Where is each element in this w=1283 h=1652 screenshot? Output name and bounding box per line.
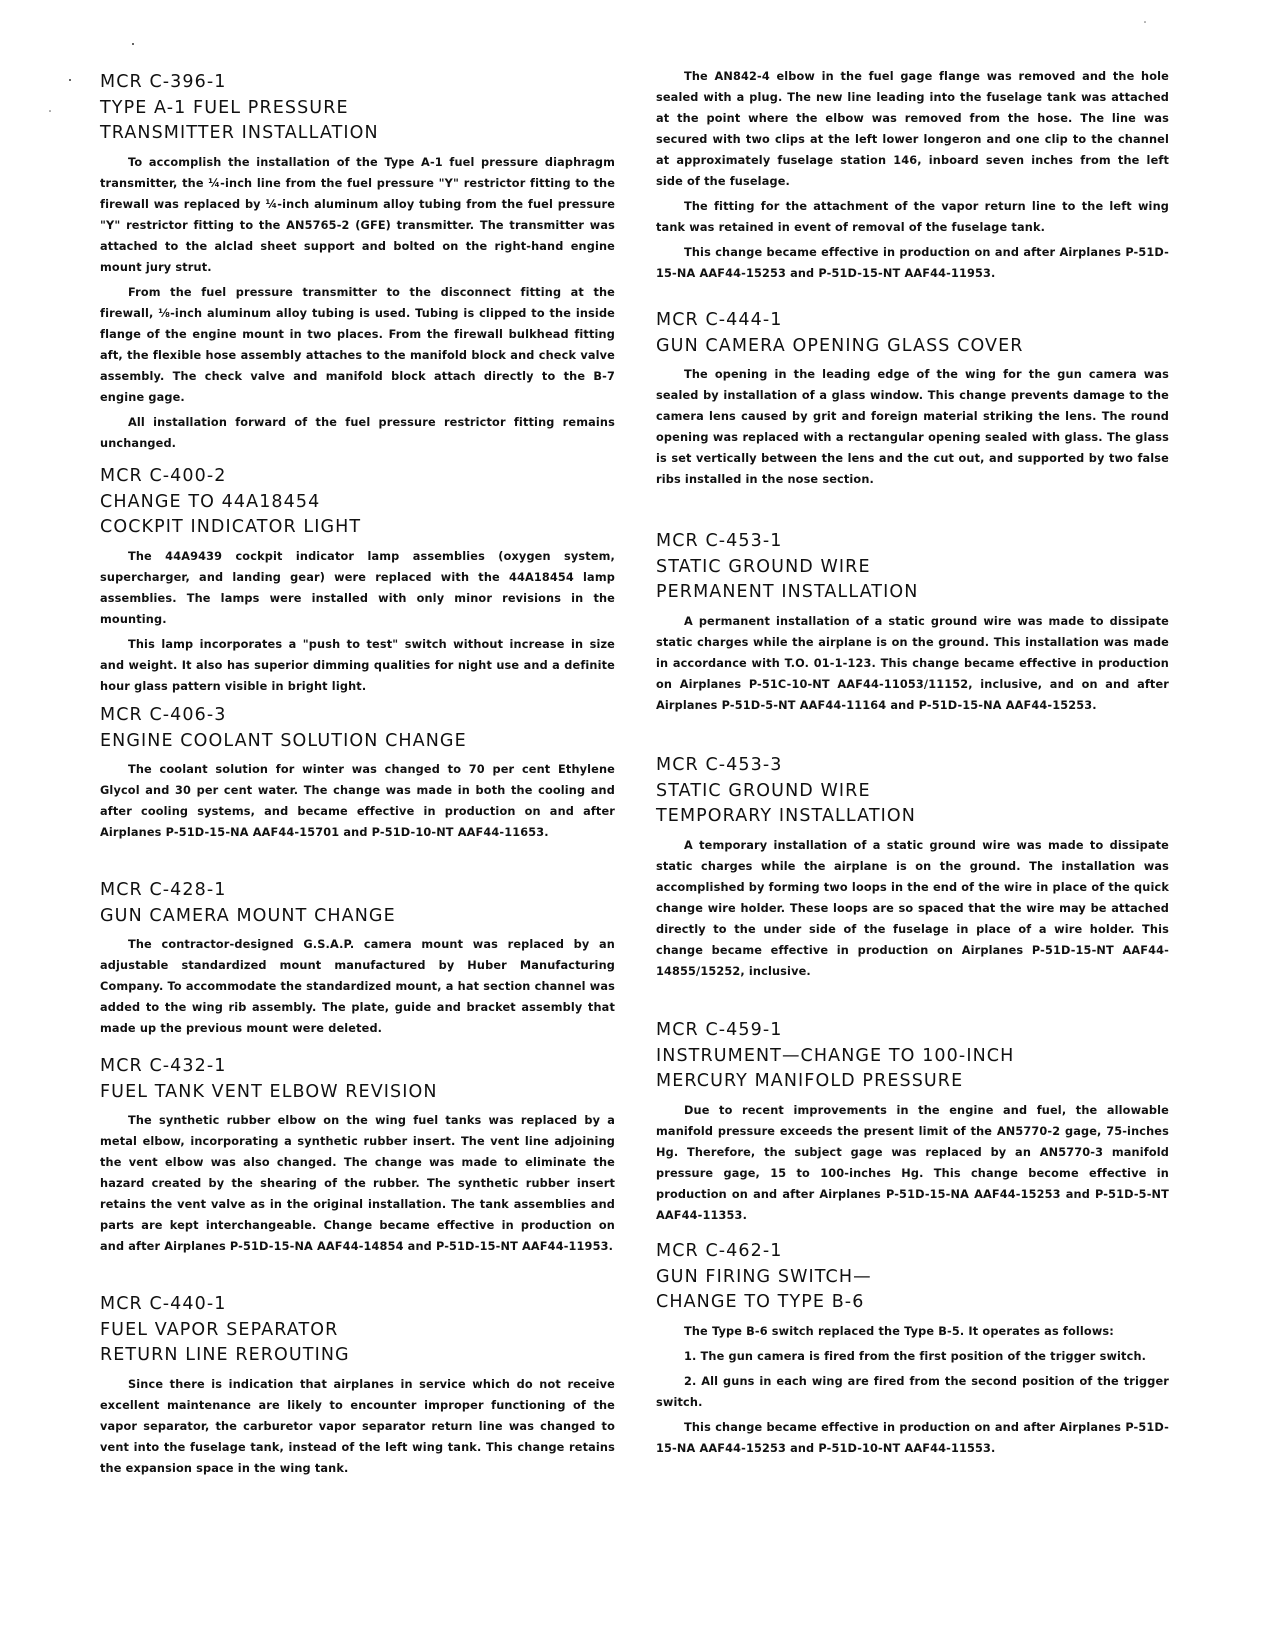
paragraph: The Type B-6 switch replaced the Type B-5. It operates as follows:: [684, 1324, 1114, 1338]
heading-line: STATIC GROUND WIRE: [656, 556, 871, 577]
paragraph: From the fuel pressure transmitter to the disconnect fitting at the firewall, ⅛-inch aluminum alloy tubing is used. Tubing is clipped to the inside flange of the engine mount in two places. From the firewall bulkhead fitting aft, the flexible hose assembly attaches to the manifold block and check valve assembly. The check valve and manifold block attach directly to the B-7 engine gage.: [100, 285, 615, 404]
section-heading: [100, 878, 615, 929]
heading-line: MCR C-428-1: [100, 880, 227, 900]
heading-line: CHANGE TO 44A18454: [100, 491, 321, 512]
section-mcr-c-453-1: [656, 529, 1169, 716]
heading-line: FUEL VAPOR SEPARATOR: [100, 1319, 339, 1340]
section-heading: [100, 70, 615, 147]
section-heading: [100, 1292, 615, 1369]
paragraph: The synthetic rubber elbow on the wing fuel tanks was replaced by a metal elbow, incorporating a synthetic rubber insert. The vent line adjoining the vent elbow was also changed. The change was made to eliminate the hazard created by the shearing of the rubber. The synthetic rubber insert retains the vent valve as in the original installation. The tank assemblies and parts are kept interchangeable. Change became effective in production on and after Airplanes P-51D-15-NA AAF44-14854 and P-51D-15-NT AAF44-11953.: [100, 1114, 615, 1253]
section-heading: [656, 529, 1169, 606]
heading-line: MCR C-453-3: [656, 755, 783, 775]
section-heading: [656, 1018, 1169, 1095]
paragraph: The opening in the leading edge of the wing for the gun camera was sealed by installation of a glass window. This change prevents damage to the camera lens caused by grit and foreign material striking the lens. The round opening was replaced with a rectangular opening sealed with glass. The glass is set vertically between the lens and the cut out, and supported by two false ribs installed in the nose section.: [656, 368, 1169, 486]
section-mcr-c-440-1-continued: [656, 66, 1169, 284]
heading-line: MCR C-440-1: [100, 1294, 227, 1314]
paragraph: This lamp incorporates a "push to test" switch without increase in size and weight. It also has superior dimming qualities for night use and a definite hour glass pattern visible in bright light.: [100, 637, 615, 693]
heading-line: MCR C-462-1: [656, 1241, 783, 1261]
heading-line: MCR C-444-1: [656, 310, 783, 330]
heading-line: GUN CAMERA MOUNT CHANGE: [100, 905, 396, 926]
paragraph: The fitting for the attachment of the vapor return line to the left wing tank was retained in event of removal of the fuselage tank.: [656, 200, 1169, 234]
paragraph: To accomplish the installation of the Type A-1 fuel pressure diaphragm transmitter, the ¼-inch line from the fuel pressure "Y" restrictor fitting to the firewall was replaced by ¼-inch aluminum alloy tubing from the fuel pressure "Y" restrictor fitting to the AN5765-2 (GFE) transmitter. The transmitter was attached to the alclad sheet support and bolted on the right-hand engine mount jury strut.: [100, 155, 615, 274]
heading-line: FUEL TANK VENT ELBOW REVISION: [100, 1081, 438, 1102]
heading-line: TRANSMITTER INSTALLATION: [100, 123, 379, 143]
section-heading: [100, 1054, 615, 1105]
heading-line: MCR C-453-1: [656, 531, 783, 551]
section-heading: [100, 464, 615, 541]
heading-line: PERMANENT INSTALLATION: [656, 582, 919, 602]
section-heading: [656, 1239, 1169, 1316]
heading-line: CHANGE TO TYPE B-6: [656, 1292, 865, 1312]
heading-line: MCR C-396-1: [100, 72, 227, 92]
section-mcr-c-400-2: [100, 464, 615, 697]
heading-line: MCR C-432-1: [100, 1056, 227, 1076]
section-mcr-c-406-3: [100, 703, 615, 843]
section-mcr-c-462-1: [656, 1239, 1169, 1459]
paragraph: Due to recent improvements in the engine and fuel, the allowable manifold pressure exceeds the present limit of the AN5770-2 gage, 75-inches Hg. Therefore, the subject gage was replaced by an AN5770-3 manifold pressure gage, 15 to 100-inches Hg. This change become effective in production on and after Airplanes P-51D-15-NA AAF44-15253 and P-51D-5-NT AAF44-11353.: [656, 1103, 1169, 1222]
paragraph: The AN842-4 elbow in the fuel gage flange was removed and the hole sealed with a plug. The new line leading into the fuselage tank was attached at the point where the elbow was removed from the hose. The line was secured with two clips at the left lower longeron and one clip to the channel at approximately fuselage station 146, inboard seven inches from the left side of the fuselage.: [656, 70, 1169, 188]
section-heading: [656, 308, 1169, 359]
heading-line: MCR C-400-2: [100, 466, 227, 486]
list-item: 1. The gun camera is fired from the first position of the trigger switch.: [684, 1349, 1147, 1363]
section-mcr-c-459-1: [656, 1018, 1169, 1226]
paragraph: This change became effective in production on and after Airplanes P-51D-15-NA AAF44-15253 and P-51D-15-NT AAF44-11953.: [656, 246, 1169, 280]
paragraph: This change became effective in production on and after Airplanes P-51D-15-NA AAF44-15253 and P-51D-10-NT AAF44-11553.: [656, 1420, 1169, 1455]
heading-line: ENGINE COOLANT SOLUTION CHANGE: [100, 730, 467, 751]
paragraph: A temporary installation of a static ground wire was made to dissipate static charges while the airplane is on the ground. The installation was accomplished by forming two loops in the end of the wire in place of the quick change wire holder. These loops are so spaced that the wire may be attached directly to the under side of the fuselage in place of a wire holder. This change became effective in production on Airplanes P-51D-15-NT AAF44-14855/15252, inclusive.: [656, 838, 1169, 978]
section-mcr-c-432-1: [100, 1054, 615, 1257]
heading-line: INSTRUMENT—CHANGE TO 100-INCH: [656, 1045, 1015, 1066]
paragraph: Since there is indication that airplanes in service which do not receive excellent maintenance are likely to encounter improper functioning of the vapor separator, the carburetor vapor separator return line was changed to vent into the fuselage tank, instead of the left wing tank. This change retains the expansion space in the wing tank.: [100, 1377, 615, 1475]
section-heading: [100, 703, 615, 754]
list-item: 2. All guns in each wing are fired from the second position of the trigger switch.: [656, 1374, 1169, 1409]
heading-line: MCR C-406-3: [100, 705, 227, 725]
heading-line: COCKPIT INDICATOR LIGHT: [100, 517, 362, 537]
paragraph: All installation forward of the fuel pressure restrictor fitting remains unchanged.: [100, 415, 615, 450]
paragraph: A permanent installation of a static ground wire was made to dissipate static charges while the airplane is on the ground. This installation was made in accordance with T.O. 01-1-123. This change became effective in production on Airplanes P-51C-10-NT AAF44-11053/11152, inclusive, and on and after Airplanes P-51D-5-NT AAF44-11164 and P-51D-15-NA AAF44-15253.: [656, 614, 1169, 712]
heading-line: TYPE A-1 FUEL PRESSURE: [100, 97, 349, 118]
paragraph: The contractor-designed G.S.A.P. camera mount was replaced by an adjustable standardized mount manufactured by Huber Manufacturing Company. To accommodate the standardized mount, a hat section channel was added to the wing rib assembly. The plate, guide and bracket assembly that made up the previous mount were deleted.: [100, 938, 615, 1035]
section-mcr-c-453-3: [656, 753, 1169, 982]
heading-line: TEMPORARY INSTALLATION: [656, 806, 916, 826]
heading-line: GUN FIRING SWITCH—: [656, 1266, 872, 1287]
paragraph: The coolant solution for winter was changed to 70 per cent Ethylene Glycol and 30 per cent water. The change was made in both the cooling and after cooling systems, and became effective in production on and after Airplanes P-51D-15-NA AAF44-15701 and P-51D-10-NT AAF44-11653.: [100, 763, 615, 839]
heading-line: MCR C-459-1: [656, 1020, 783, 1040]
heading-line: STATIC GROUND WIRE: [656, 780, 871, 801]
section-mcr-c-444-1: [656, 308, 1169, 490]
paragraph: The 44A9439 cockpit indicator lamp assemblies (oxygen system, supercharger, and landing gear) were replaced with the 44A18454 lamp assemblies. The lamps were installed with only minor revisions in the mounting.: [100, 549, 615, 626]
section-mcr-c-396-1: [100, 70, 615, 454]
heading-line: RETURN LINE REROUTING: [100, 1345, 350, 1365]
heading-line: MERCURY MANIFOLD PRESSURE: [656, 1071, 964, 1091]
section-mcr-c-428-1: [100, 878, 615, 1039]
heading-line: GUN CAMERA OPENING GLASS COVER: [656, 335, 1024, 356]
section-mcr-c-440-1: [100, 1292, 615, 1479]
section-heading: [656, 753, 1169, 830]
